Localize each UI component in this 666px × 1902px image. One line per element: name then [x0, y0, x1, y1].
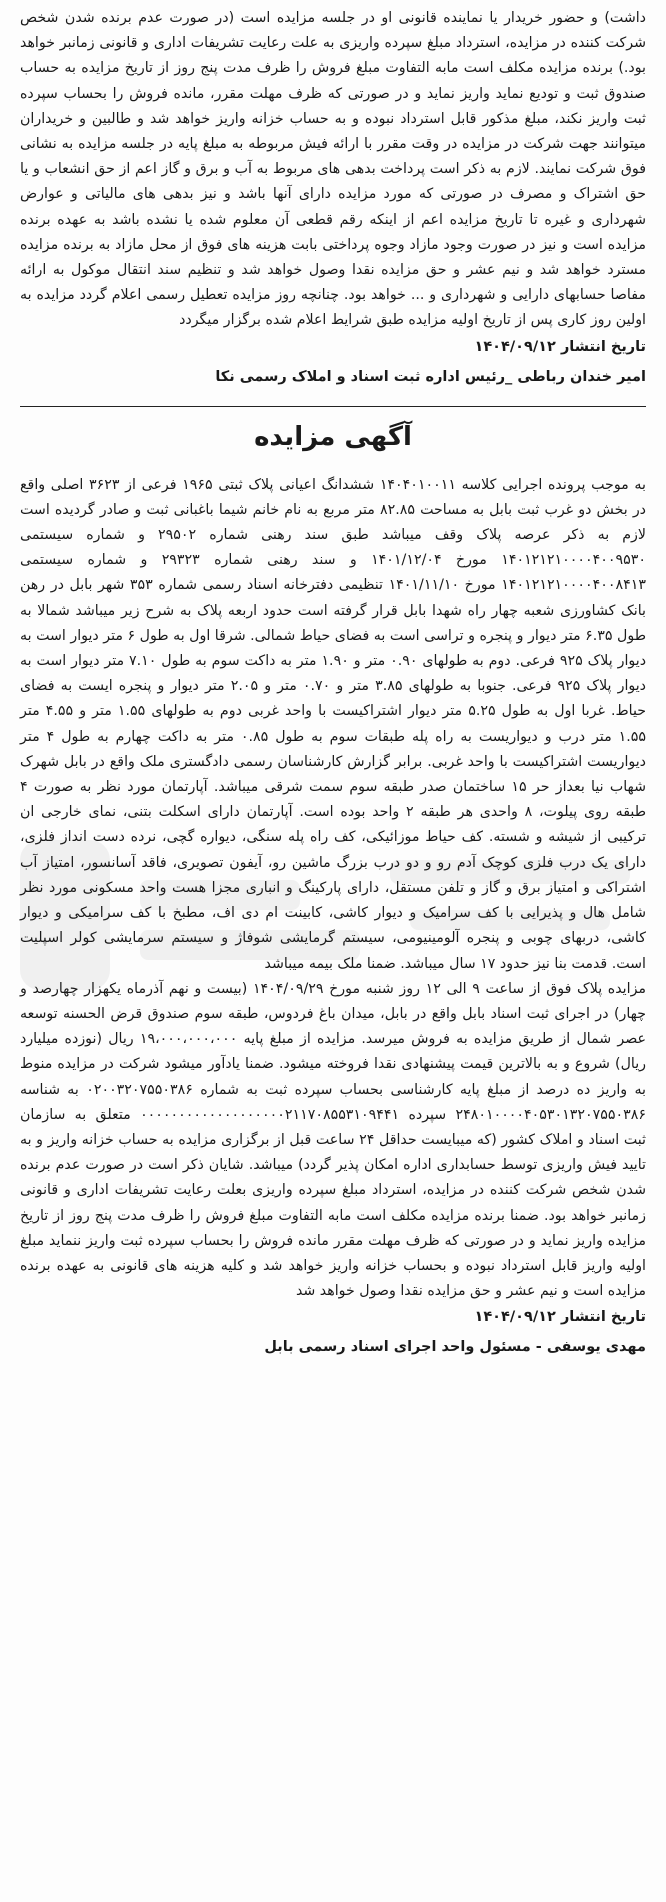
notice-1-body: داشت) و حضور خریدار یا نماینده قانونی او در جلسه مزایده است (در صورت عدم برنده شدن شخص شرکت کننده در مزایده، استرداد مبلغ سپرده واریزی به علت رعایت تشریفات اداری و قانونی زمانبر خواهد بود.) برنده مزایده مکلف است مابه التفاوت مبلغ فروش را ظرف مدت پنج روز از تاریخ مزایده به حساب صندوق ثبت و تودیع نماید واریز نماید و در صورتی که ظرف مهلت مقرر، مانده فروش را بحساب سپرده ثبت واریز نکند، مبلغ مذکور قابل استرداد نبوده و به حساب خزانه واریز خواهد شد و طالبین و خریداران میتوانند جهت شرکت در مزایده در وقت مقرر با ارائه فیش مربوطه به مبلغ پایه در جلسه مزایده به نشانی فوق شرکت نمایند. لازم به ذکر است پرداخت بدهی های مربوط به آب و برق و گاز اعم از حق انشعاب و یا حق اشتراک و مصرف در صورتی که مورد مزایده دارای آنها باشد و نیز بدهی های مالیاتی و عوارض شهرداری و غیره تا تاریخ مزایده اعم از اینکه رقم قطعی آن معلوم شده یا نشده باشد به عهده برنده مزایده است و نیز در صورت وجود مازاد وجوه پرداختی بابت هزینه های فوق از محل مازاد به برنده مزایده مسترد خواهد شد و نیم عشر و حق مزایده نقدا وصول خواهد شد و تنظیم سند انتقال موکول به ارائه مفاصا حسابهای دارایی و شهرداری و ... خواهد بود. چنانچه روز مزایده تعطیل رسمی اعلام گردد مزایده به اولین روز کاری پس از تاریخ اولیه مزایده طبق شرایط اعلام شده برگزار میگردد [20, 10, 646, 329]
notice-2-publish-date: تاریخ انتشار ۱۴۰۴/۰۹/۱۲ [474, 1309, 646, 1326]
notice-2-body-2: مزایده پلاک فوق از ساعت ۹ الی ۱۲ روز شنبه مورخ ۱۴۰۴/۰۹/۲۹ (بیست و نهم آذرماه یکهزار چهارصد و چهار) در اجرای ثبت اسناد بابل واقع در بابل، میدان باغ فردوس، طبقه سوم صندوق قرض الحسنه توسعه عصر شمال از طریق مزایده به فروش میرسد. مزایده از مبلغ پایه ۱۹،۰۰۰،۰۰۰،۰۰۰ ریال (نوزده میلیارد ریال) شروع و به بالاترین قیمت پیشنهادی نقدا فروخته میشود. ضمنا یادآور میشود شرکت در مزایده منوط به واریز ده درصد از مبلغ پایه کارشناسی بحساب سپرده ثبت به شماره ۰۲۰۰۳۲۰۷۵۵۰۳۸۶ به شناسه ۲۴۸۰۱۰۰۰۰۴۰۵۳۰۱۳۲۰۷۵۵۰۳۸۶ سپرده ۰۰۰۰۰۰۰۰۰۰۰۰۰۰۰۰۰۰۰۲۱۱۷۰۸۵۵۳۱۰۹۴۴۱ متعلق به سازمان ثبت اسناد و املاک کشور (که میبایست حداقل ۲۴ ساعت قبل از برگزاری مزایده به حساب خزانه واریز و به تایید فیش واریزی توسط حسابداری اداره امکان پذیر گردد) میباشد. شایان ذکر است در صورت عدم برنده شدن شخص شرکت کننده در مزایده، استرداد مبلغ سپرده واریزی بعلت رعایت تشریفات اداری و قانونی زمانبر خواهد بود. ضمنا برنده مزایده مکلف است مابه التفاوت مبلغ فروش را ظرف مدت پنج روز از تاریخ مزایده واریز نماید و در صورتی که ظرف مهلت مقرر مانده فروش را بحساب سپرده ثبت واریز ننماید مبلغ اولیه واریز قابل استرداد نبوده و بحساب خزانه واریز خواهد شد و کلیه هزینه های قانونی به عهده برنده مزایده است و نیم عشر و حق مزایده نقدا وصول خواهد شد [20, 980, 646, 1300]
auction-notice-babol [20, 417, 646, 1363]
notice-2-signature: مهدی یوسفی - مسئول واحد اجرای اسناد رسمی بابل [264, 1339, 646, 1356]
notice-1-publish-date: تاریخ انتشار ۱۴۰۴/۰۹/۱۲ [474, 338, 646, 355]
section-divider [20, 406, 646, 407]
notices-column [20, 6, 646, 1362]
notice-2-body-1: به موجب پرونده اجرایی کلاسه ۱۴۰۴۰۱۰۰۱۱ ششدانگ اعیانی پلاک ثبتی ۱۹۶۵ فرعی از ۳۶۲۳ اصلی واقع در بخش دو غرب ثبت بابل به مساحت ۸۲.۸۵ متر مربع به نام خانم شیما باغبانی ثبت و صادر گردیده است لازم به ذکر عرصه پلاک وقف میباشد طبق سند رهنی شماره ۲۹۵۰۲ و شماره سیستمی ۱۴۰۱۲۱۲۱۰۰۰۰۴۰۰۹۵۳۰ مورخ ۱۴۰۱/۱۲/۰۴ و سند رهنی شماره ۲۹۳۲۳ و شماره سیستمی ۱۴۰۱۲۱۲۱۰۰۰۰۴۰۰۸۴۱۳ مورخ ۱۴۰۱/۱۱/۱۰ تنظیمی دفترخانه اسناد رسمی شماره ۳۵۳ شهر بابل در رهن بانک کشاورزی شعبه چهار راه شهدا بابل قرار گرفته است حدود اربعه پلاک به شرح زیر میباشد شمالا به طول ۶.۳۵ متر دیوار و پنجره و تراسی است به فضای حیاط شمالی. شرقا اول به طول ۶ متر دیوار است به دیوار پلاک ۹۲۵ فرعی. دوم به طولهای ۰.۹۰ متر و ۱.۹۰ متر به داکت سوم به طول ۷.۱۰ متر دیوار است به دیوار پلاک ۹۲۵ فرعی. جنوبا به طولهای ۳.۸۵ متر و ۰.۷۰ متر و ۲.۰۵ متر دیوار و پنجره ایست به فضای حیاط. غربا اول به طول ۵.۲۵ متر دیوار اشتراکیست با واحد غربی دوم به طولهای ۱.۵۵ متر و ۴.۵۵ متر ۱.۵۵ متر درب و دیواریست به راه پله طبقات سوم به طول ۰.۸۵ متر به داکت چهارم به طول ۴ متر دیواریست اشتراکیست با واحد غربی. برابر گزارش کارشناسان رسمی دادگستری ملک واقع در بابل شهرک شهاب نیا بعداز حر ۱۵ ساختمان صدر طبقه سوم سمت شرقی میباشد. آپارتمان مورد نظر به صورت ۴ طبقه روی پیلوت، ۸ واحدی هر طبقه ۲ واحد بوده است. آپارتمان دارای اسکلت بتنی، نمای خارجی ان ترکیبی از شیشه و شسته. کف حیاط موزائیکی، کف راه پله سنگی، دیواره گچی، نرده دست انداز فلزی، دارای یک درب فلزی کوچک آدم رو و دو درب بزرگ ماشین رو، آیفون تصویری، فاقد آسانسور، امتیاز آب اشتراکی و امتیاز برق و گاز و تلفن مستقل، دارای پارکینگ و انباری مجزا هست واحد مسکونی مورد نظر شامل هال و پذیرایی با کف سرامیک و دیوار کاشی، کابینت ام دی اف، مطبخ با کف سرامیکی و دیوار کاشی، دربهای چوبی و پنجره آلومینیومی، سیستم گرمایشی شوفاژ و سیستم سرمایشی کولر اسپلیت است. قدمت بنا نیز حدود ۱۷ سال میباشد. ضمنا ملک بیمه میباشد [20, 476, 647, 972]
notice-2-title: آگهی مزایده [254, 421, 412, 452]
auction-notice-neka [20, 6, 646, 392]
notice-1-signature: امیر خندان رباطی _رئیس اداره ثبت اسناد و املاک رسمی نکا [215, 368, 646, 385]
